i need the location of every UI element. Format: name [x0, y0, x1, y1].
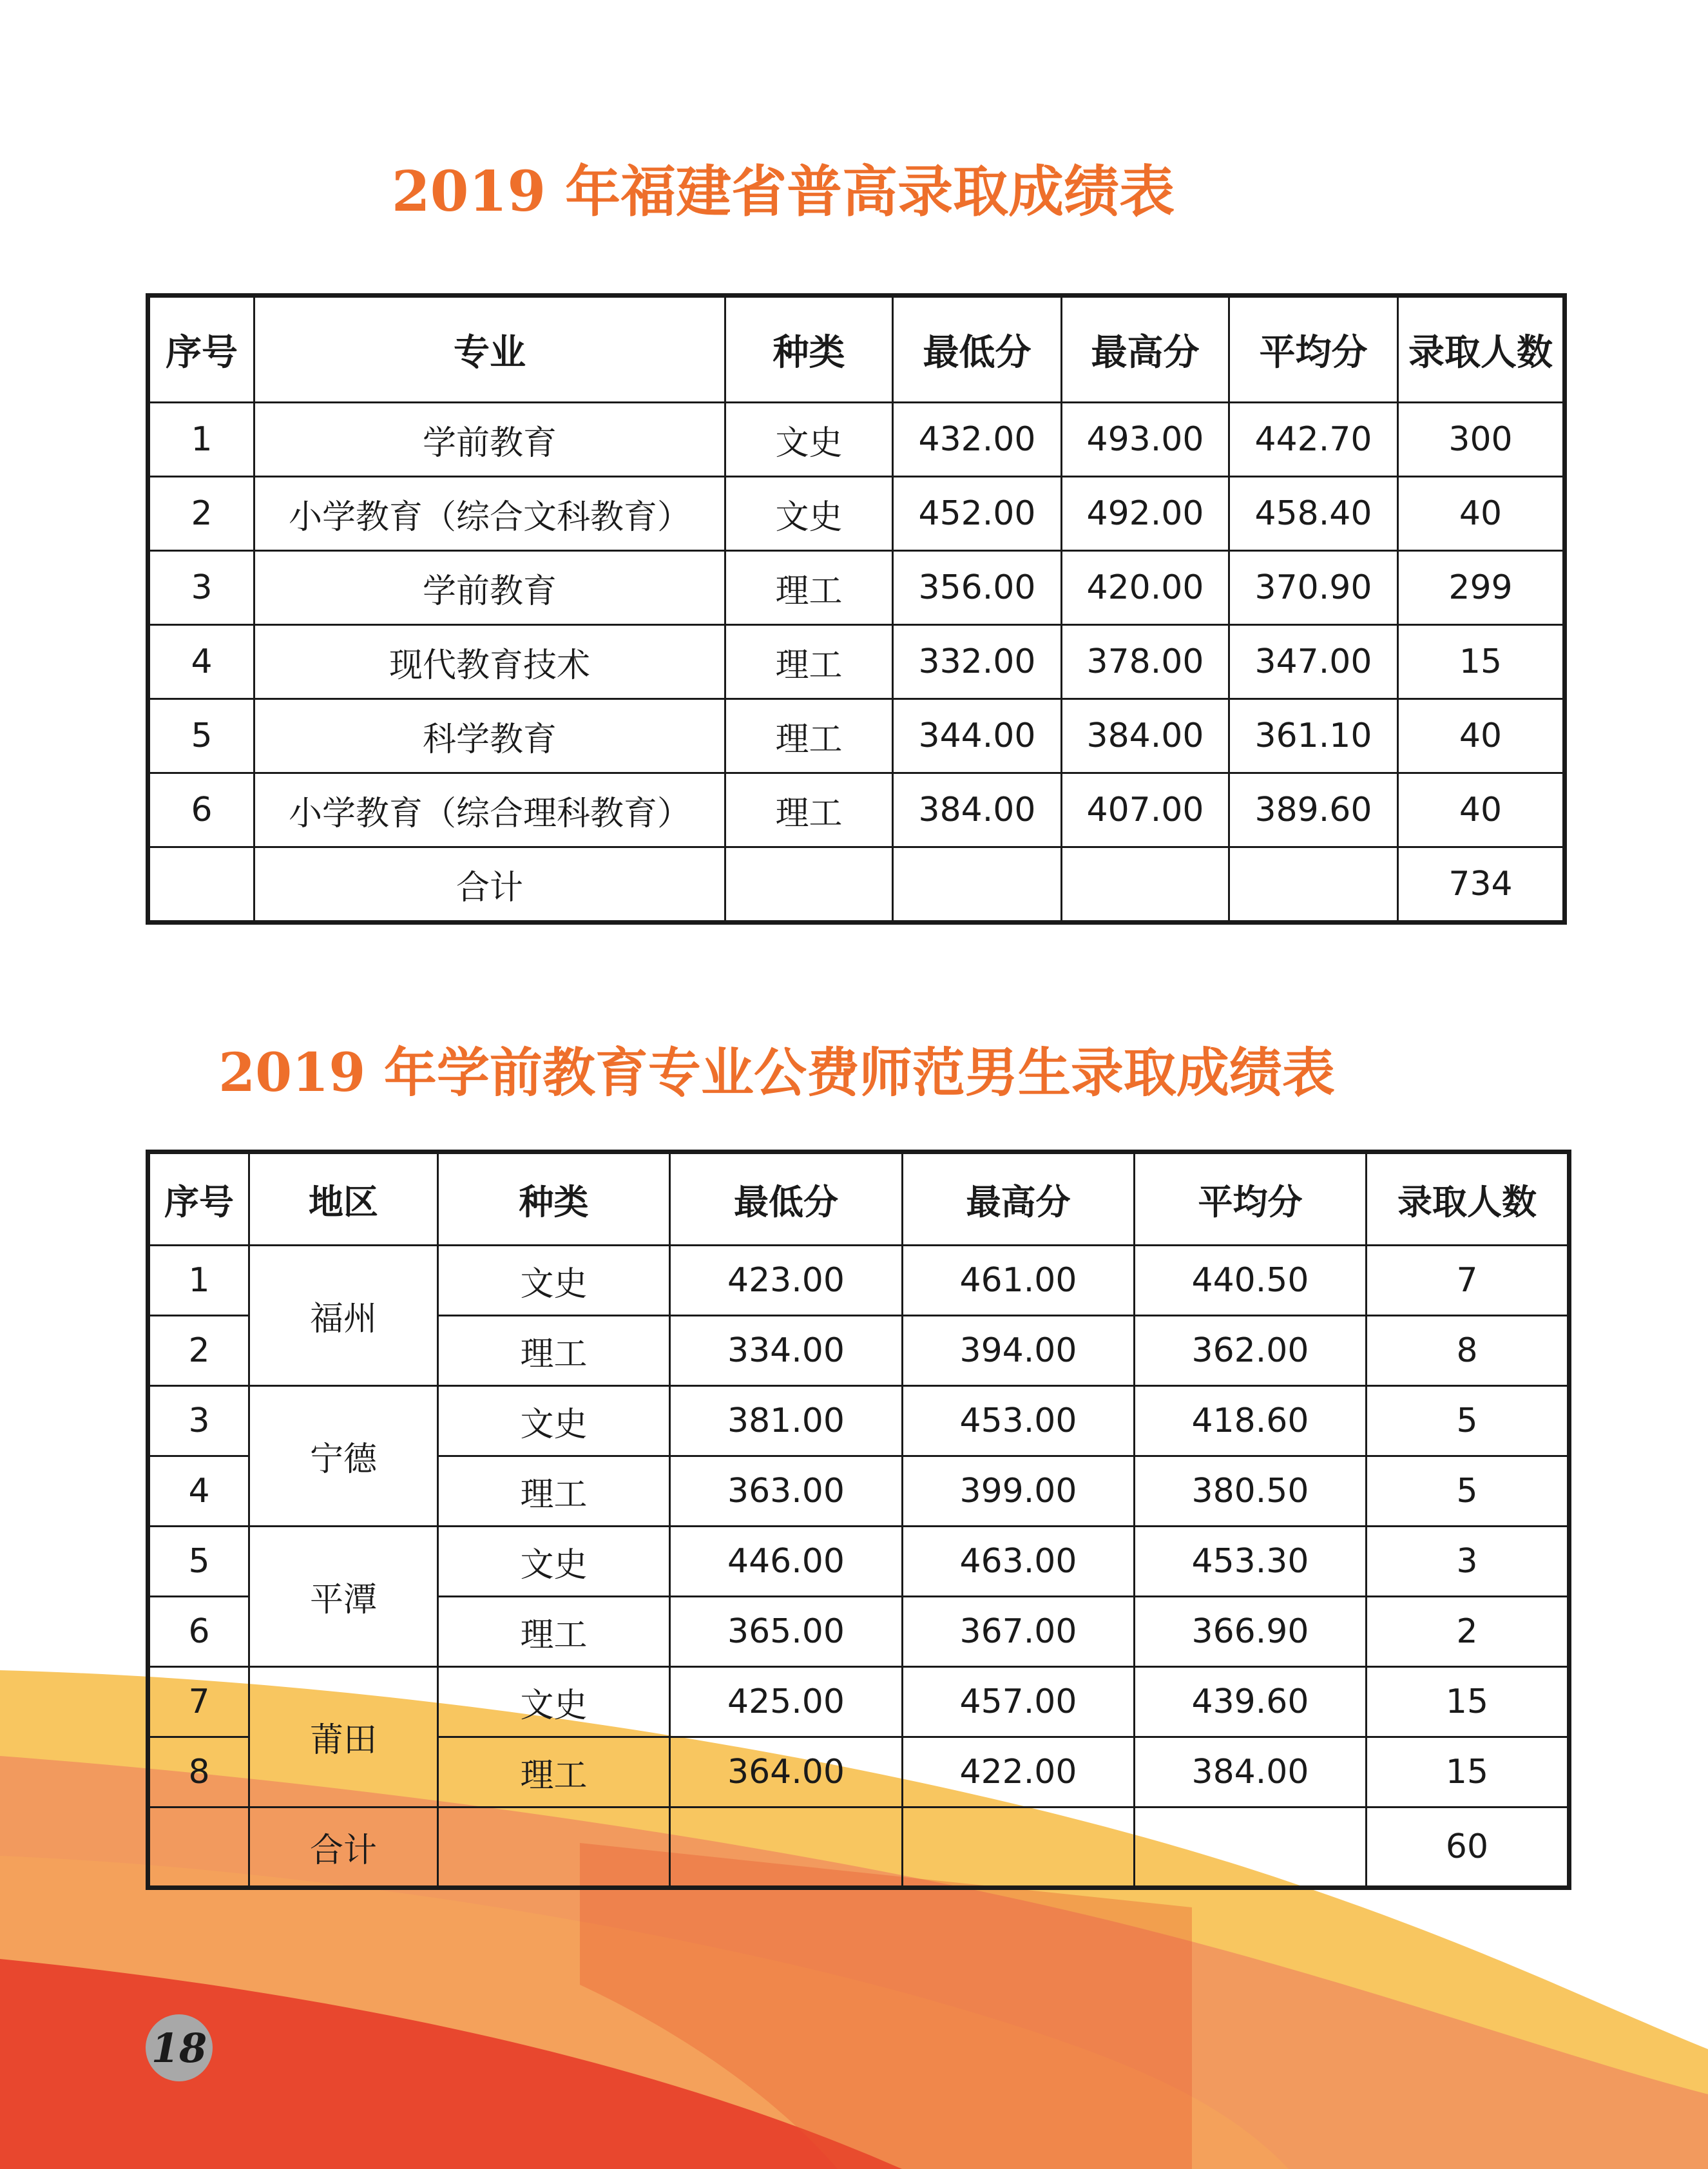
- table-row: [148, 699, 1565, 773]
- cell-max-score: 384.00: [1062, 699, 1229, 773]
- header-max-score: 最高分: [1062, 296, 1229, 403]
- cell-admitted-count: 15: [1367, 1737, 1569, 1808]
- table-row: [148, 625, 1565, 699]
- cell-admitted-count: 2: [1367, 1597, 1569, 1667]
- cell-empty: [670, 1808, 903, 1888]
- cell-avg-score: 362.00: [1135, 1316, 1367, 1386]
- cell-min-score: 423.00: [670, 1246, 903, 1316]
- total-label: 合计: [249, 1808, 438, 1888]
- cell-admitted-count: 15: [1367, 1667, 1569, 1737]
- cell-index: 2: [148, 477, 254, 551]
- cell-min-score: 364.00: [670, 1737, 903, 1808]
- cell-max-score: 422.00: [903, 1737, 1135, 1808]
- male-publicly-funded-scores-table: [146, 1150, 1571, 1890]
- cell-index: 3: [148, 1386, 249, 1456]
- cell-index: 7: [148, 1667, 249, 1737]
- cell-min-score: 425.00: [670, 1667, 903, 1737]
- cell-admitted-count: 8: [1367, 1316, 1569, 1386]
- cell-category: 理工: [725, 699, 893, 773]
- cell-category: 理工: [725, 551, 893, 625]
- cell-min-score: 344.00: [893, 699, 1062, 773]
- cell-index: 4: [148, 1456, 249, 1527]
- table-header-row: [148, 296, 1565, 403]
- cell-max-score: 407.00: [1062, 773, 1229, 847]
- cell-admitted-count: 5: [1367, 1386, 1569, 1456]
- cell-major: 小学教育（综合文科教育）: [254, 477, 725, 551]
- header-admitted-count: 录取人数: [1398, 296, 1565, 403]
- cell-max-score: 420.00: [1062, 551, 1229, 625]
- cell-avg-score: 370.90: [1229, 551, 1398, 625]
- cell-avg-score: 380.50: [1135, 1456, 1367, 1527]
- cell-admitted-count: 300: [1398, 403, 1565, 477]
- cell-category: 理工: [725, 773, 893, 847]
- cell-max-score: 492.00: [1062, 477, 1229, 551]
- cell-avg-score: 439.60: [1135, 1667, 1367, 1737]
- header-admitted-count: 录取人数: [1367, 1152, 1569, 1246]
- cell-avg-score: 347.00: [1229, 625, 1398, 699]
- table-row: [148, 551, 1565, 625]
- cell-category: 理工: [438, 1316, 670, 1386]
- cell-max-score: 463.00: [903, 1527, 1135, 1597]
- cell-index: 1: [148, 403, 254, 477]
- header-category: 种类: [725, 296, 893, 403]
- cell-index: 8: [148, 1737, 249, 1808]
- cell-index: 5: [148, 699, 254, 773]
- cell-admitted-count: 5: [1367, 1456, 1569, 1527]
- cell-max-score: 399.00: [903, 1456, 1135, 1527]
- cell-max-score: 493.00: [1062, 403, 1229, 477]
- cell-category: 文史: [438, 1667, 670, 1737]
- cell-index: 6: [148, 1597, 249, 1667]
- cell-empty: [1135, 1808, 1367, 1888]
- cell-max-score: 367.00: [903, 1597, 1135, 1667]
- header-category: 种类: [438, 1152, 670, 1246]
- cell-category: 文史: [725, 477, 893, 551]
- cell-major: 现代教育技术: [254, 625, 725, 699]
- cell-min-score: 384.00: [893, 773, 1062, 847]
- cell-region: 平潭: [249, 1527, 438, 1667]
- cell-max-score: 461.00: [903, 1246, 1135, 1316]
- cell-empty: [1062, 847, 1229, 923]
- cell-admitted-count: 7: [1367, 1246, 1569, 1316]
- table-row: [148, 403, 1565, 477]
- cell-avg-score: 453.30: [1135, 1527, 1367, 1597]
- cell-admitted-count: 40: [1398, 477, 1565, 551]
- header-avg-score: 平均分: [1135, 1152, 1367, 1246]
- cell-min-score: 356.00: [893, 551, 1062, 625]
- cell-admitted-count: 15: [1398, 625, 1565, 699]
- cell-min-score: 446.00: [670, 1527, 903, 1597]
- table-row: [148, 1246, 1569, 1316]
- cell-min-score: 334.00: [670, 1316, 903, 1386]
- cell-empty: [148, 1808, 249, 1888]
- cell-avg-score: 384.00: [1135, 1737, 1367, 1808]
- table-row: [148, 477, 1565, 551]
- cell-major: 小学教育（综合理科教育）: [254, 773, 725, 847]
- cell-empty: [893, 847, 1062, 923]
- cell-max-score: 457.00: [903, 1667, 1135, 1737]
- header-min-score: 最低分: [670, 1152, 903, 1246]
- cell-index: 2: [148, 1316, 249, 1386]
- cell-index: 4: [148, 625, 254, 699]
- header-region: 地区: [249, 1152, 438, 1246]
- cell-avg-score: 458.40: [1229, 477, 1398, 551]
- header-min-score: 最低分: [893, 296, 1062, 403]
- cell-index: 5: [148, 1527, 249, 1597]
- table-total-row: [148, 1808, 1569, 1888]
- total-count: 734: [1398, 847, 1565, 923]
- table-row: [148, 1386, 1569, 1456]
- cell-avg-score: 361.10: [1229, 699, 1398, 773]
- header-avg-score: 平均分: [1229, 296, 1398, 403]
- cell-max-score: 394.00: [903, 1316, 1135, 1386]
- table-header-row: [148, 1152, 1569, 1246]
- cell-empty: [148, 847, 254, 923]
- cell-avg-score: 418.60: [1135, 1386, 1367, 1456]
- total-label: 合计: [254, 847, 725, 923]
- cell-min-score: 381.00: [670, 1386, 903, 1456]
- cell-category: 理工: [438, 1456, 670, 1527]
- cell-avg-score: 389.60: [1229, 773, 1398, 847]
- header-max-score: 最高分: [903, 1152, 1135, 1246]
- cell-region: 福州: [249, 1246, 438, 1386]
- cell-index: 3: [148, 551, 254, 625]
- cell-avg-score: 440.50: [1135, 1246, 1367, 1316]
- cell-category: 文史: [438, 1386, 670, 1456]
- cell-admitted-count: 40: [1398, 773, 1565, 847]
- cell-empty: [438, 1808, 670, 1888]
- cell-empty: [725, 847, 893, 923]
- cell-admitted-count: 40: [1398, 699, 1565, 773]
- admission-scores-table: [146, 293, 1567, 925]
- cell-index: 6: [148, 773, 254, 847]
- table1-title: 2019 年福建省普高录取成绩表: [391, 159, 1175, 224]
- header-index: 序号: [148, 1152, 249, 1246]
- cell-min-score: 452.00: [893, 477, 1062, 551]
- cell-category: 文史: [725, 403, 893, 477]
- total-count: 60: [1367, 1808, 1569, 1888]
- cell-min-score: 432.00: [893, 403, 1062, 477]
- cell-admitted-count: 3: [1367, 1527, 1569, 1597]
- cell-major: 学前教育: [254, 551, 725, 625]
- cell-empty: [1229, 847, 1398, 923]
- cell-category: 文史: [438, 1246, 670, 1316]
- cell-empty: [903, 1808, 1135, 1888]
- cell-major: 学前教育: [254, 403, 725, 477]
- cell-category: 理工: [725, 625, 893, 699]
- cell-category: 文史: [438, 1527, 670, 1597]
- header-major: 专业: [254, 296, 725, 403]
- header-index: 序号: [148, 296, 254, 403]
- cell-admitted-count: 299: [1398, 551, 1565, 625]
- cell-major: 科学教育: [254, 699, 725, 773]
- cell-category: 理工: [438, 1597, 670, 1667]
- table-row: [148, 773, 1565, 847]
- cell-index: 1: [148, 1246, 249, 1316]
- cell-category: 理工: [438, 1737, 670, 1808]
- cell-min-score: 365.00: [670, 1597, 903, 1667]
- table-row: [148, 1527, 1569, 1597]
- table2-title: 2019 年学前教育专业公费师范男生录取成绩表: [218, 1042, 1335, 1104]
- cell-max-score: 453.00: [903, 1386, 1135, 1456]
- cell-avg-score: 442.70: [1229, 403, 1398, 477]
- cell-region: 宁德: [249, 1386, 438, 1527]
- cell-max-score: 378.00: [1062, 625, 1229, 699]
- page-number-badge: [146, 2014, 213, 2081]
- cell-min-score: 332.00: [893, 625, 1062, 699]
- cell-min-score: 363.00: [670, 1456, 903, 1527]
- cell-avg-score: 366.90: [1135, 1597, 1367, 1667]
- page-number: 18: [151, 2024, 207, 2072]
- cell-region: 莆田: [249, 1667, 438, 1808]
- table-row: [148, 1667, 1569, 1737]
- table-total-row: [148, 847, 1565, 923]
